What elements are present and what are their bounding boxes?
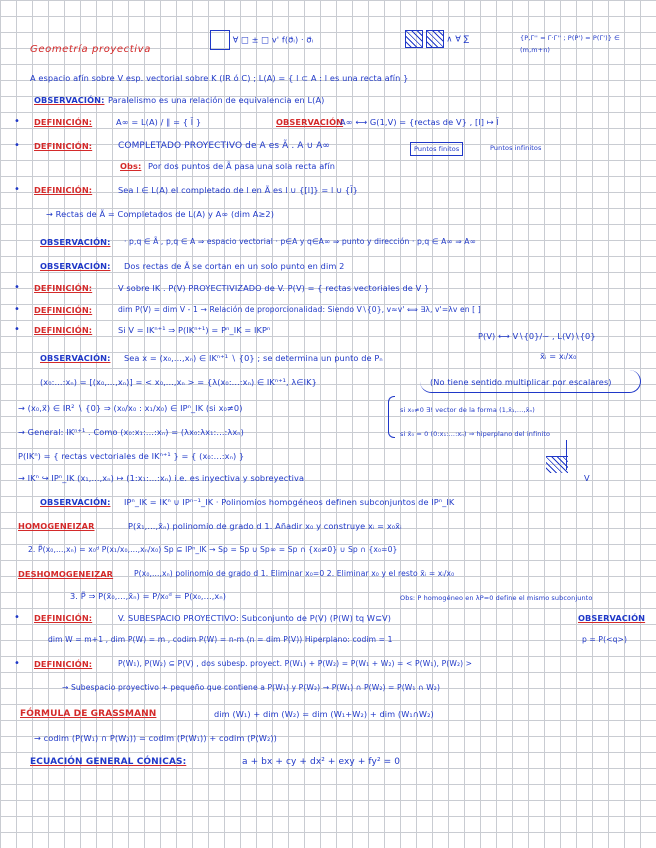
line-24-text: V. SUBESPACIO PROYECTIVO: Subconjunto de P(V) (P(W) tq W⊆V) (118, 613, 392, 623)
bullet: • (14, 658, 20, 669)
definition-label: DEFINICIÓN: (34, 283, 93, 293)
observation-label: OBSERVACIÓN: (40, 497, 111, 507)
infinite-points-note: Puntos infinitos (490, 144, 542, 152)
definition-label: DEFINICIÓN: (34, 117, 93, 127)
header-formula: ∀ □ ± □ v' f(σ⃗ᵢ) · σ⃗ᵢ (232, 34, 314, 45)
line-18-note: V (584, 473, 590, 483)
definition-label: DEFINICIÓN: (34, 325, 93, 335)
line-10-text: V sobre IK . P(V) PROYECTIVIZADO de V. P(V) = { rectas vectoriales de V } (118, 283, 430, 293)
observation-label: OBSERVACIÓN: (40, 353, 111, 363)
observation-label: OBSERVACIÓN: (40, 261, 111, 271)
line-23-note: Obs: P homogéneo en λP=0 define el mismo subconjunto (400, 594, 593, 602)
definition-label: DEFINICIÓN: (34, 141, 93, 151)
line-29-text: → codim (P(W₁) ∩ P(W₂)) = codim (P(W₁)) + codim (P(W₂)) (34, 733, 277, 743)
line-16-note: si x̄₀ = 0 (0:x₁:...:xₙ) ⇒ hiperplano del infinito (400, 430, 551, 438)
bullet: • (14, 282, 20, 293)
brace (388, 396, 395, 438)
header-symbols (210, 30, 313, 50)
line-27-text: → Subespacio proyectivo + pequeño que contiene a P(W₁) y P(W₂) → P(W₁) ∩ P(W₂) = P(W₁ ∩ W₂) (62, 683, 441, 692)
line-23-text: 3. P̃ ⇒ P(x̄₀,...,x̄ₙ) = P/x₀ᵈ = P(x₀,...,xₙ) (70, 591, 227, 601)
observation-label: OBSERVACIÓN: (40, 237, 111, 247)
line-8-text: · p,q ∈ Ã , p,q ∈ A ⇒ espacio vectorial · p∈A y q∈A∞ ⇒ punto y dirección · p,q ∈ A∞ ⇒ A∞ (124, 237, 477, 246)
line-21-text: 2. P̃(x₀,...,xₙ) = x₀ᵈ P(x₁/x₀,...,xₙ/x₀) Sp ⊆ IPⁿ_IK → Sp = Sp ∪ Sp∞ = Sp ∩ {x₀≠0} ∪ Sp ∩ {x₀=0} (28, 545, 398, 554)
line-18-text: → IKⁿ ↪ IPⁿ_IK (x₁,...,xₙ) ↦ (1:x₁:...:xₙ) i.e. es inyectiva y sobreyectiva (18, 473, 305, 483)
line-26-text: P(W₁), P(W₂) ⊆ P(V) , dos subesp. proyect. P(W₁) + P(W₂) = P(W₁ + W₂) = < P(W₁), P(W₂) > (118, 659, 473, 668)
header-formula-right: ∧ ∀ ∑ (446, 33, 470, 44)
line-6-text: Sea l ∈ L(A) el completado de l en Ã es l ∪ {[l]} = l ∪ {l̄} (118, 185, 358, 195)
observation-label: OBSERVACIÓN: (34, 95, 105, 105)
header-top-right: {P,Γ'' = Γ·Γ'' ; P(P') = P(Γ')} ∈ (m,m+n) (520, 34, 620, 54)
bullet: • (14, 184, 20, 195)
line-2-text: Paralelismo es una relación de equivalencia en L(A) (108, 95, 325, 105)
page-title: Geometría proyectiva (30, 44, 151, 55)
line-20-text: P(x̄₁,...,x̄ₙ) polinomio de grado d 1. Añadir x₀ y construye xᵢ = x₀x̄ᵢ (128, 521, 402, 531)
line-14-note: (No tiene sentido multiplicar por escalares) (430, 377, 612, 387)
line-13-text-2: x̄ᵢ = xᵢ/x₀ (540, 351, 577, 361)
square-icon (210, 30, 230, 50)
plane-axis (566, 440, 567, 470)
line-12-text: Si V = IKⁿ⁺¹ ⇒ P(IKⁿ⁺¹) = Pⁿ_IK = IKPⁿ (118, 325, 271, 335)
line-1-text: A espacio afín sobre V esp. vectorial sobre K (IR ó C) ; L(A) = { l ⊂ A : l es una recta afín } (30, 73, 409, 83)
hatched-square-icon (405, 30, 423, 48)
line-22-text: P(x₀,...,xₙ) polinomio de grado d 1. Eliminar x₀=0 2. Eliminar x₀ y el resto x̄ᵢ = xᵢ/x₀ (134, 569, 455, 578)
line-12-text-2: P(V) ⟷ V∖{0}/∼ , L(V)∖{0} (478, 331, 596, 341)
definition-label: DEFINICIÓN: (34, 659, 93, 669)
dehomogenize-label: DESHOMOGENEIZAR (18, 569, 114, 579)
line-5-text: Por dos puntos de Ã pasa una sola recta afín (148, 161, 335, 171)
line-25-text: dim W = m+1 , dim P(W) = m , codim P(W) = n-m (n = dim P(V)) Hiperplano: codim = 1 (48, 635, 393, 644)
line-25-note: p = P(<q>) (582, 635, 628, 644)
header-symbols-right (405, 30, 469, 48)
line-13-text: Sea x = (x₀,...,xₙ) ∈ IKⁿ⁺¹ ∖ {0} ; se determina un punto de Pₙ (124, 353, 383, 363)
line-3-text: A∞ = L(A) / ∥ = { l̄ } (116, 117, 202, 127)
definition-label: DEFINICIÓN: (34, 185, 93, 195)
hatched-square-icon-2 (426, 30, 444, 48)
curved-arrow (420, 370, 641, 393)
obs-label: Obs: (120, 161, 142, 171)
line-30-text: a + bx + cy + dx² + exy + fy² = 0 (242, 757, 401, 767)
grassmann-label: FÓRMULA DE GRASSMANN (20, 709, 157, 719)
line-15-text: → (x₀,x⃗) ∈ IR² ∖ {0} ⇒ (x₀/x₀ : x₁/x₀) ∈ IPⁿ_IK (si x₀≠0) (18, 403, 243, 413)
definition-label: DEFINICIÓN: (34, 613, 93, 623)
bullet: • (14, 612, 20, 623)
line-15-note: si x₀≠0 ∃! vector de la forma (1,x̄₁,...,x̄ₙ) (400, 406, 535, 414)
bullet: • (14, 324, 20, 335)
line-14-text: (x₀:...:xₙ) = [(x₀,...,xₙ)] = < x₀,...,xₙ > = {λ(x₀:...:xₙ) ∈ IKⁿ⁺¹, λ∈IK} (40, 377, 317, 387)
observation-label-right: OBSERVACIÓN (578, 613, 646, 623)
plane-sketch (546, 456, 568, 473)
bullet: • (14, 140, 20, 151)
line-7-text: → Rectas de Ã = Completados de L(A) y A∞ (dim A≥2) (46, 209, 275, 219)
observation-label-2: OBSERVACIÓN (276, 117, 344, 127)
line-19-text: IPⁿ_IK = IKⁿ ∪ IPⁿ⁻¹_IK · Polinomios homogéneos definen subconjuntos de IPⁿ_IK (124, 497, 455, 507)
bullet: • (14, 116, 20, 127)
line-16-text: → General: IKⁿ⁺¹ . Como (x₀:x₁:...:xₙ) = (λx₀:λx₁:...:λxₙ) (18, 427, 244, 437)
line-28-text: dim (W₁) + dim (W₂) = dim (W₁+W₂) + dim (W₁∩W₂) (214, 709, 434, 719)
line-17-text: P(IKⁿ) = { rectas vectoriales de IKⁿ⁺¹ } = { (x₀:...:xₙ) } (18, 451, 245, 461)
bullet: • (14, 304, 20, 315)
line-11-text: dim P(V) = dim V - 1 → Relación de proporcionalidad: Siendo V∖{0}, v≈v' ⟺ ∃λ, v'=λv en [ ] (118, 305, 481, 314)
homogenize-label: HOMOGENEIZAR (18, 521, 95, 531)
line-9-text: Dos rectas de Ã se cortan en un solo punto en dim 2 (124, 261, 345, 271)
line-4-text: COMPLETADO PROYECTIVO de A es Ã . A ∪ A∞ (118, 141, 331, 151)
finite-points-box: Puntos finitos (410, 142, 463, 156)
definition-label: DEFINICIÓN: (34, 305, 93, 315)
line-3-text-2: A∞ ⟷ G(1,V) = {rectas de V} , [l] ↦ l̄ (340, 117, 499, 127)
conics-label: ECUACIÓN GENERAL CÓNICAS: (30, 757, 187, 767)
